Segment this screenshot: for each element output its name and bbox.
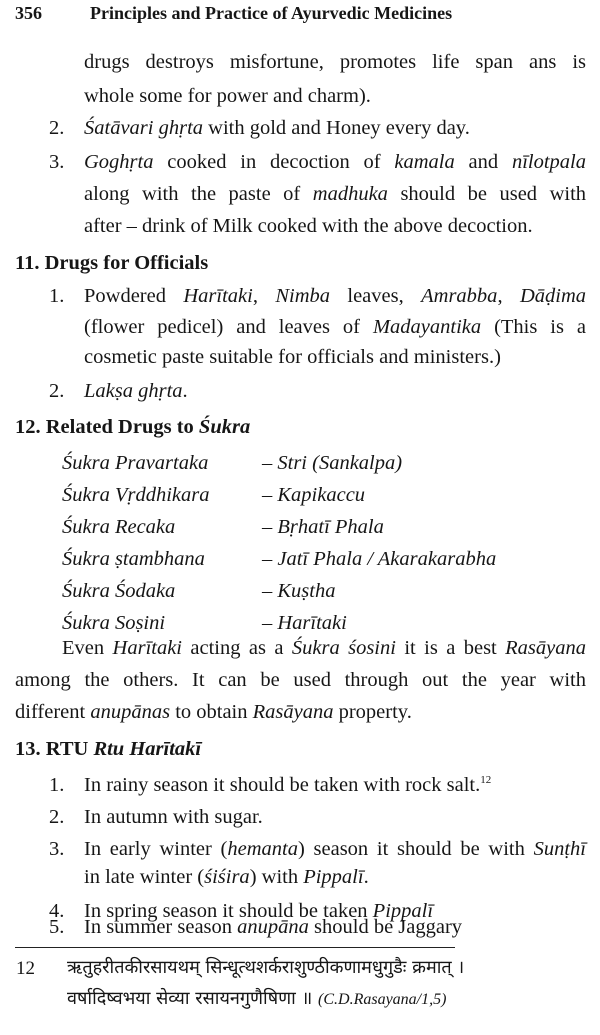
heading-text: 13. RTU	[15, 738, 94, 760]
italic-term: Goghṛta	[84, 151, 154, 173]
text-span: (This is a	[481, 316, 586, 338]
heading-text: 12. Related Drugs to	[15, 416, 199, 438]
heading-italic: Rtu Harītakī	[93, 738, 202, 760]
section-heading-12	[15, 413, 250, 441]
table-row-value	[262, 513, 384, 541]
italic-term: Madayantika	[372, 316, 482, 338]
sanskrit-text: वर्षादिष्वभया सेव्या रसायनगुणैषिणा ॥	[67, 988, 313, 1009]
italic-term: Kapikaccu	[277, 484, 366, 506]
dash: –	[262, 484, 278, 506]
footnote-sanskrit-line-1: ऋतुहरीतकीरसायथम् सिन्धूत्थशर्कराशुण्ठीकणामधुगुडैः क्रमात् ।	[67, 957, 465, 978]
list-item-number: 1.	[49, 774, 65, 796]
italic-term: madhuka	[312, 183, 388, 205]
dash: –	[262, 516, 278, 538]
heading-italic: Śukra	[198, 416, 251, 438]
table-row-value	[262, 609, 347, 637]
italic-term: śiśira	[204, 866, 250, 888]
text-span: ,	[497, 285, 520, 307]
italic-term: Harītaki	[277, 612, 347, 634]
list-item-line-1	[84, 148, 586, 176]
table-row-term: Śukra Recaka	[62, 516, 176, 538]
list-item-text	[84, 114, 470, 142]
italic-term: Amrabba	[421, 285, 498, 307]
list-item-line-1	[84, 282, 586, 310]
paragraph-line-2: among the others. It can be used through out the year with	[15, 669, 586, 691]
text-span: ) with	[249, 866, 304, 888]
list-item-rest: with gold and Honey every day.	[203, 117, 470, 139]
text-span: .	[182, 380, 188, 402]
text-span: .	[363, 866, 369, 888]
paragraph-line-1	[62, 634, 586, 662]
intro-line-1: drugs destroys misfortune, promotes life span ans is	[84, 51, 586, 73]
text-span: leaves,	[330, 285, 422, 307]
list-item-number: 2.	[49, 806, 65, 828]
italic-term: Rasāyana	[252, 701, 334, 723]
list-item-number: 2.	[49, 117, 65, 139]
section-heading-13	[15, 735, 201, 763]
list-item-text: In autumn with sugar.	[84, 806, 263, 828]
text-span: (flower pedicel) and leaves of	[84, 316, 373, 338]
italic-term: anupānas	[90, 701, 171, 723]
italic-term: nīlotpala	[511, 151, 586, 173]
table-row-value	[262, 577, 335, 605]
list-item-number: 4.	[49, 900, 65, 922]
text-span: and	[454, 151, 512, 173]
list-item-text	[84, 377, 188, 405]
footnote-source: (C.D.Rasayana/1,5)	[318, 991, 447, 1008]
table-row-value	[262, 449, 402, 477]
table-row-value	[262, 481, 365, 509]
text-span: ) season it should be with	[297, 838, 534, 860]
italic-term: Śatāvari ghṛta	[84, 117, 204, 139]
table-row-term: Śukra Śodaka	[62, 580, 176, 602]
italic-term: hemanta	[227, 838, 298, 860]
text-span: cooked in decoction of	[153, 151, 395, 173]
section-heading-11: 11. Drugs for Officials	[15, 252, 209, 274]
italic-term: Lakṣa ghṛta	[84, 380, 183, 402]
italic-term: Harītaki	[112, 637, 182, 659]
text-span: Even	[62, 637, 113, 659]
italic-term: anupāna	[237, 916, 309, 938]
italic-term: Pippalī	[303, 866, 364, 888]
dash: –	[262, 452, 278, 474]
text-span: different	[15, 701, 91, 723]
dash: –	[262, 580, 278, 602]
list-item-text	[84, 771, 491, 799]
intro-line-2: whole some for power and charm).	[84, 85, 371, 107]
italic-term: Śukra śosini	[291, 637, 396, 659]
list-item-line-3: after – drink of Milk cooked with the above decoction.	[84, 215, 533, 237]
text-span: In summer season	[84, 916, 238, 938]
italic-term: Sunṭhī	[533, 838, 586, 860]
italic-term: Rasāyana	[505, 637, 587, 659]
table-row-value	[262, 545, 496, 573]
footnote-sanskrit-line-2	[67, 986, 446, 1013]
list-item-number: 3.	[49, 838, 65, 860]
list-item-line-2	[84, 863, 369, 891]
footnote-ref[interactable]: 12	[480, 774, 492, 787]
text-span: ,	[252, 285, 276, 307]
table-row-term: Śukra Pravartaka	[62, 452, 209, 474]
book-title: Principles and Practice of Ayurvedic Medicines	[90, 3, 453, 23]
list-item-number: 3.	[49, 151, 65, 173]
text-span: In spring season it should be taken	[84, 900, 373, 922]
italic-term: Harītaki	[183, 285, 253, 307]
italic-term: Dāḍima	[519, 285, 586, 307]
dash: –	[262, 612, 278, 634]
list-item-number: 1.	[49, 285, 65, 307]
list-item-line-2	[84, 313, 586, 341]
text-span: should be Jaggary	[308, 916, 463, 938]
table-row-term: Śukra Soṣini	[62, 612, 166, 634]
paragraph-line-3	[15, 698, 412, 726]
list-item-line-3: cosmetic paste suitable for officials and ministers.)	[84, 346, 501, 368]
italic-term: Bṛhatī Phala	[277, 516, 384, 538]
text-span: to obtain	[170, 701, 253, 723]
text-span: acting as a	[182, 637, 292, 659]
table-row-term: Śukra Vṛddhikara	[62, 484, 210, 506]
list-item-number: 2.	[49, 380, 65, 402]
italic-term: Pippalī	[372, 900, 434, 922]
italic-term: kamala	[394, 151, 455, 173]
text-span: it is a best	[395, 637, 506, 659]
list-item-number: 5.	[49, 916, 65, 938]
text-span: along with the paste of	[84, 183, 313, 205]
italic-term: Nimba	[275, 285, 331, 307]
dash: –	[262, 548, 278, 570]
text-span: In early winter (	[84, 838, 228, 860]
list-item-text	[84, 913, 462, 941]
list-item-line-1	[84, 835, 586, 863]
italic-term: Stri (Sankalpa)	[277, 452, 403, 474]
text-span: In rainy season it should be taken with rock salt.	[84, 774, 481, 796]
list-item-line-2	[84, 180, 586, 208]
text-span: should be used with	[387, 183, 587, 205]
footnote-rule	[15, 947, 455, 948]
page-number: 356	[15, 3, 42, 23]
text-span: property.	[333, 701, 412, 723]
text-span: in late winter (	[84, 866, 205, 888]
footnote-number: 12	[16, 958, 35, 979]
text-span: Powdered	[84, 285, 184, 307]
italic-term: Kuṣtha	[277, 580, 336, 602]
table-row-term: Śukra ṣtambhana	[62, 548, 205, 570]
italic-term: Jatī Phala / Akarakarabha	[277, 548, 497, 570]
